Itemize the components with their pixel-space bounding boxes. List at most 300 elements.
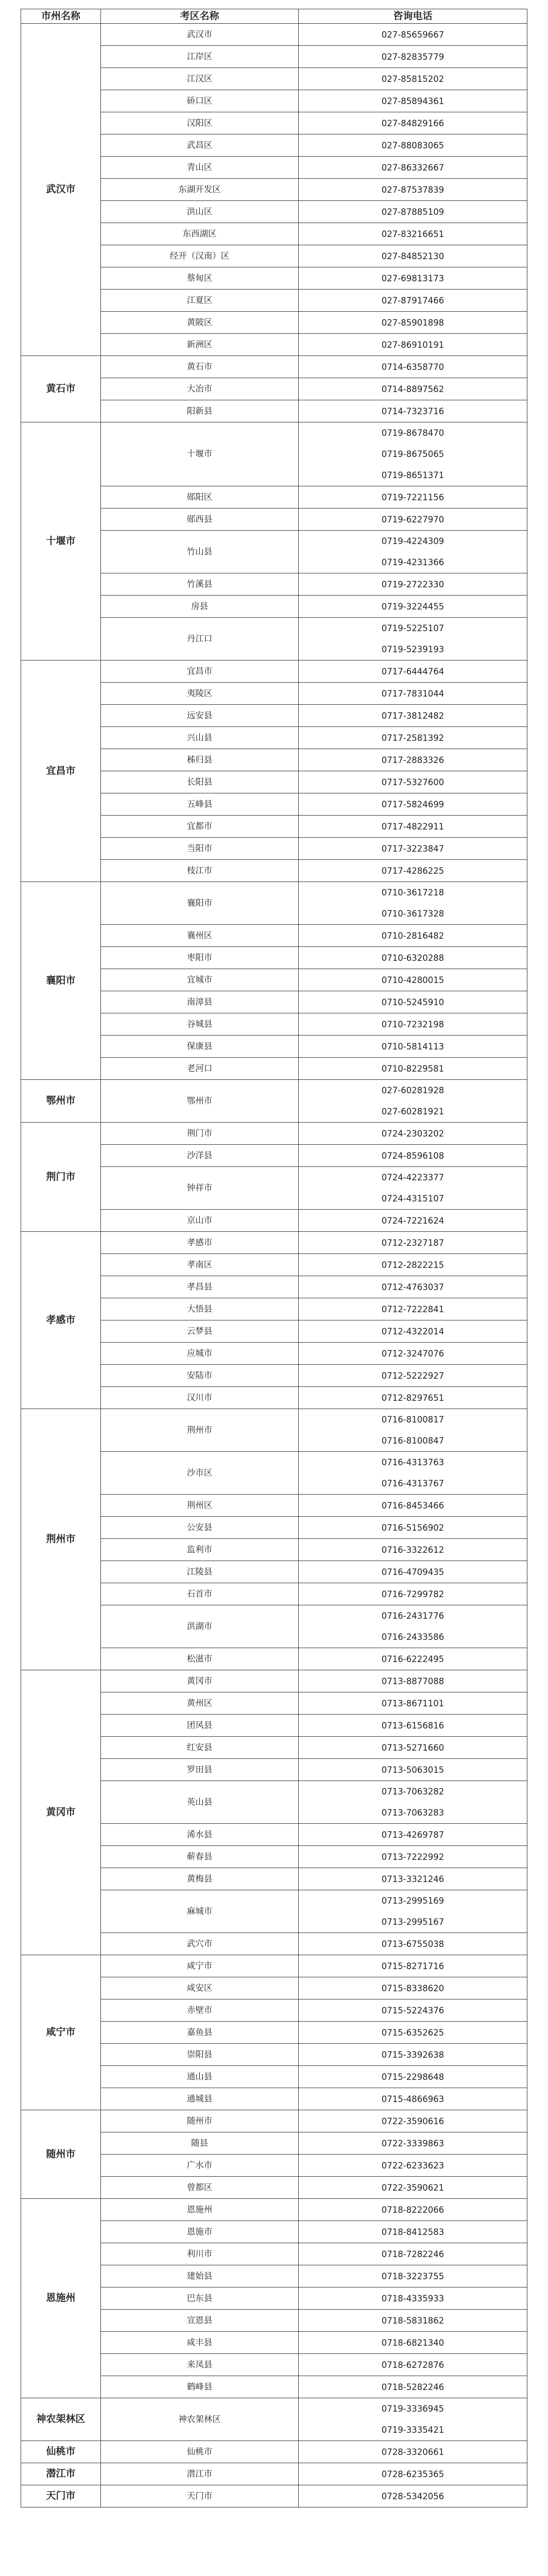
district-name-cell: 恩施州: [101, 2199, 299, 2221]
phone-cell: [299, 2221, 527, 2243]
phone-number: 0712-2822215: [381, 1260, 444, 1270]
city-name-cell: 黄石市: [21, 356, 101, 422]
phone-number: 0719-8675065: [381, 449, 444, 459]
phone-number: 0713-7063282: [381, 1787, 444, 1797]
phone-cell: [299, 1737, 527, 1759]
phone-number: 027-86910191: [381, 340, 444, 350]
phone-cell: [299, 2199, 527, 2221]
district-name-cell: 崇阳县: [101, 2044, 299, 2066]
district-name-cell: 黄石市: [101, 356, 299, 378]
district-name-cell: 五峰县: [101, 793, 299, 816]
city-name-cell: 襄阳市: [21, 882, 101, 1080]
phone-number: 027-60281928: [381, 1086, 444, 1095]
district-name-cell: 新洲区: [101, 334, 299, 356]
phone-number: 0713-8671101: [381, 1698, 444, 1708]
phone-cell: [299, 1933, 527, 1955]
phone-number: 0719-5225107: [381, 623, 444, 633]
phone-cell: [299, 245, 527, 267]
district-name-cell: 夷陵区: [101, 683, 299, 705]
district-name-cell: 阳新县: [101, 400, 299, 422]
phone-cell: [299, 793, 527, 816]
phone-number: 027-84852130: [381, 251, 444, 261]
phone-cell: [299, 1298, 527, 1320]
phone-number: 0719-4224309: [381, 536, 444, 546]
phone-number: 0713-5063015: [381, 1765, 444, 1775]
phone-number: 0719-4231366: [381, 557, 444, 567]
phone-cell: [299, 2463, 527, 2485]
phone-cell: [299, 356, 527, 378]
phone-cell: [299, 290, 527, 312]
district-name-cell: 鄂州市: [101, 1080, 299, 1123]
phone-number: 0719-8678470: [381, 428, 444, 438]
district-name-cell: 荆州市: [101, 1409, 299, 1452]
district-name-cell: 咸安区: [101, 1977, 299, 1999]
phone-number: 0718-3223755: [381, 2271, 444, 2281]
phone-cell: [299, 2243, 527, 2265]
district-name-cell: 孝南区: [101, 1254, 299, 1276]
phone-number: 0713-7222992: [381, 1852, 444, 1862]
phone-cell: [299, 134, 527, 157]
phone-cell: [299, 422, 527, 486]
phone-number: 0722-3590616: [381, 2116, 444, 2126]
phone-number: 0716-7299782: [381, 1589, 444, 1599]
phone-number: 0712-2327187: [381, 1238, 444, 1248]
district-name-cell: 大冶市: [101, 378, 299, 400]
district-name-cell: 来凤县: [101, 2354, 299, 2376]
phone-number: 0718-6272876: [381, 2360, 444, 2370]
phone-cell: [299, 1123, 527, 1145]
phone-number: 0715-8338620: [381, 1983, 444, 1993]
phone-cell: [299, 1167, 527, 1210]
phone-number: 0715-3392638: [381, 2049, 444, 2060]
phone-cell: [299, 201, 527, 223]
city-name-cell: 宜昌市: [21, 660, 101, 882]
district-name-cell: 洪湖市: [101, 1605, 299, 1648]
district-name-cell: 荆门市: [101, 1123, 299, 1145]
district-name-cell: 洪山区: [101, 201, 299, 223]
phone-number: 0719-5239193: [381, 645, 444, 654]
table-row: [21, 1409, 527, 1452]
phone-number: 0718-7282246: [381, 2249, 444, 2259]
table-row: [21, 2485, 527, 2507]
phone-cell: [299, 223, 527, 245]
phone-cell: [299, 1036, 527, 1058]
phone-cell: [299, 2044, 527, 2066]
phone-number: 0717-4822911: [381, 821, 444, 832]
table-row: [21, 422, 527, 486]
district-name-cell: 通城县: [101, 2088, 299, 2110]
district-name-cell: 郧西县: [101, 509, 299, 531]
phone-number: 0715-4866963: [381, 2094, 444, 2104]
table-row: [21, 882, 527, 925]
phone-number: 0716-3322612: [381, 1545, 444, 1555]
district-name-cell: 谷城县: [101, 1013, 299, 1036]
phone-number: 0717-7831044: [381, 688, 444, 699]
district-name-cell: 孝昌县: [101, 1276, 299, 1298]
phone-number: 0710-3617218: [381, 888, 444, 897]
district-name-cell: 英山县: [101, 1781, 299, 1824]
district-name-cell: 宜昌市: [101, 660, 299, 683]
phone-number: 0722-3590621: [381, 2182, 444, 2193]
district-name-cell: 咸丰县: [101, 2332, 299, 2354]
phone-cell: [299, 1999, 527, 2022]
phone-cell: [299, 1365, 527, 1387]
phone-number: 0715-5224376: [381, 2005, 444, 2015]
phone-number: 0724-7221624: [381, 1215, 444, 1226]
city-name-cell: 神农架林区: [21, 2398, 101, 2441]
city-name-cell: 潜江市: [21, 2463, 101, 2485]
phone-number: 0710-2816482: [381, 930, 444, 941]
table-row: [21, 1080, 527, 1123]
district-name-cell: 松滋市: [101, 1648, 299, 1670]
table-row: [21, 356, 527, 378]
phone-number: 0716-4313767: [381, 1479, 444, 1488]
district-name-cell: 东湖开发区: [101, 179, 299, 201]
phone-cell: [299, 179, 527, 201]
phone-cell: [299, 1977, 527, 1999]
table-row: [21, 660, 527, 683]
phone-number: 0718-8222066: [381, 2205, 444, 2215]
district-name-cell: 浠水县: [101, 1824, 299, 1846]
district-name-cell: 当阳市: [101, 838, 299, 860]
district-name-cell: 随县: [101, 2132, 299, 2155]
city-name-cell: 随州市: [21, 2110, 101, 2199]
district-name-cell: 仙桃市: [101, 2441, 299, 2463]
phone-cell: [299, 1605, 527, 1648]
district-name-cell: 蔡甸区: [101, 267, 299, 290]
district-name-cell: 大悟县: [101, 1298, 299, 1320]
table-row: [21, 2199, 527, 2221]
district-name-cell: 远安县: [101, 705, 299, 727]
phone-number: 0718-8412583: [381, 2227, 444, 2237]
phone-cell: [299, 860, 527, 882]
phone-number: 0713-4269787: [381, 1829, 444, 1840]
phone-cell: [299, 838, 527, 860]
phone-number: 027-85894361: [381, 96, 444, 106]
table-row: [21, 24, 527, 46]
phone-number: 0715-8271716: [381, 1961, 444, 1971]
district-name-cell: 鹤峰县: [101, 2376, 299, 2398]
district-name-cell: 郧阳区: [101, 486, 299, 509]
phone-number: 0728-5342056: [381, 2491, 444, 2501]
phone-cell: [299, 705, 527, 727]
phone-number: 027-84829166: [381, 118, 444, 128]
phone-number: 0716-8453466: [381, 1500, 444, 1511]
phone-number: 0713-6755038: [381, 1939, 444, 1949]
phone-cell: [299, 2088, 527, 2110]
city-name-cell: 十堰市: [21, 422, 101, 660]
phone-number: 0728-3320661: [381, 2447, 444, 2457]
phone-number: 0719-3335421: [381, 2425, 444, 2435]
district-name-cell: 丹江口: [101, 618, 299, 660]
district-name-cell: 硚口区: [101, 90, 299, 112]
district-name-cell: 随州市: [101, 2110, 299, 2132]
table-row: [21, 2398, 527, 2441]
phone-number: 0716-8100817: [381, 1415, 444, 1425]
phone-number: 027-83216651: [381, 229, 444, 239]
phone-cell: [299, 1210, 527, 1232]
district-name-cell: 枝江市: [101, 860, 299, 882]
phone-number: 0715-2298648: [381, 2072, 444, 2082]
table-row: [21, 2463, 527, 2485]
phone-cell: [299, 2441, 527, 2463]
phone-number: 0718-6821340: [381, 2337, 444, 2348]
table-body: [21, 24, 527, 2507]
phone-cell: [299, 46, 527, 68]
district-name-cell: 宜都市: [101, 816, 299, 838]
phone-cell: [299, 925, 527, 947]
phone-number: 0717-2581392: [381, 733, 444, 743]
district-name-cell: 咸宁市: [101, 1955, 299, 1977]
city-name-cell: 孝感市: [21, 1232, 101, 1409]
district-name-cell: 赤壁市: [101, 1999, 299, 2022]
district-name-cell: 老河口: [101, 1058, 299, 1080]
phone-cell: [299, 1517, 527, 1539]
phone-number: 027-87917466: [381, 295, 444, 306]
phone-cell: [299, 1387, 527, 1409]
phone-number: 0717-3812482: [381, 710, 444, 721]
district-name-cell: 团风县: [101, 1715, 299, 1737]
district-name-cell: 枣阳市: [101, 947, 299, 969]
phone-number: 0713-5271660: [381, 1742, 444, 1753]
phone-number: 027-86332667: [381, 162, 444, 173]
phone-number: 0716-2431776: [381, 1611, 444, 1621]
phone-number: 0716-4313763: [381, 1458, 444, 1467]
phone-number: 0710-3617328: [381, 909, 444, 919]
phone-number: 0712-4763037: [381, 1282, 444, 1292]
contact-table: [21, 9, 527, 2507]
district-name-cell: 黄梅县: [101, 1868, 299, 1890]
phone-cell: [299, 157, 527, 179]
phone-number: 0719-3336945: [381, 2404, 444, 2414]
district-name-cell: 江夏区: [101, 290, 299, 312]
table-row: [21, 1123, 527, 1145]
phone-cell: [299, 1759, 527, 1781]
phone-number: 0714-8897562: [381, 384, 444, 394]
district-name-cell: 襄阳市: [101, 882, 299, 925]
district-name-cell: 荆州区: [101, 1495, 299, 1517]
phone-number: 0716-4709435: [381, 1567, 444, 1577]
district-name-cell: 武穴市: [101, 1933, 299, 1955]
phone-number: 0724-2303202: [381, 1128, 444, 1139]
city-name-cell: 天门市: [21, 2485, 101, 2507]
phone-cell: [299, 1058, 527, 1080]
phone-cell: [299, 660, 527, 683]
phone-cell: [299, 486, 527, 509]
phone-number: 027-85659667: [381, 29, 444, 40]
phone-number: 0717-5824699: [381, 799, 444, 809]
district-name-cell: 沙洋县: [101, 1145, 299, 1167]
phone-cell: [299, 1539, 527, 1561]
district-name-cell: 宜城市: [101, 969, 299, 991]
district-name-cell: 蕲春县: [101, 1846, 299, 1868]
phone-cell: [299, 2310, 527, 2332]
phone-cell: [299, 1343, 527, 1365]
district-name-cell: 兴山县: [101, 727, 299, 749]
phone-cell: [299, 1013, 527, 1036]
phone-cell: [299, 2354, 527, 2376]
district-name-cell: 安陆市: [101, 1365, 299, 1387]
phone-number: 0719-2722330: [381, 579, 444, 589]
phone-cell: [299, 1561, 527, 1583]
district-name-cell: 石首市: [101, 1583, 299, 1605]
district-name-cell: 房县: [101, 596, 299, 618]
header-phone: 咨询电话: [299, 9, 527, 24]
phone-cell: [299, 1452, 527, 1495]
phone-number: 0714-7323716: [381, 406, 444, 416]
district-name-cell: 孝感市: [101, 1232, 299, 1254]
phone-number: 0718-5282246: [381, 2382, 444, 2392]
district-name-cell: 利川市: [101, 2243, 299, 2265]
phone-cell: [299, 2177, 527, 2199]
phone-cell: [299, 1648, 527, 1670]
phone-cell: [299, 969, 527, 991]
district-name-cell: 江汉区: [101, 68, 299, 90]
district-name-cell: 通山县: [101, 2066, 299, 2088]
phone-cell: [299, 596, 527, 618]
table-row: [21, 1670, 527, 1692]
district-name-cell: 麻城市: [101, 1890, 299, 1933]
phone-number: 0713-6156816: [381, 1720, 444, 1731]
table-row: [21, 2110, 527, 2132]
district-name-cell: 黄州区: [101, 1692, 299, 1715]
phone-number: 027-85815202: [381, 74, 444, 84]
phone-cell: [299, 683, 527, 705]
phone-number: 0722-3339863: [381, 2138, 444, 2148]
district-name-cell: 曾都区: [101, 2177, 299, 2199]
phone-cell: [299, 24, 527, 46]
phone-number: 0713-2995169: [381, 1896, 444, 1906]
phone-cell: [299, 1715, 527, 1737]
phone-cell: [299, 1781, 527, 1824]
phone-cell: [299, 1868, 527, 1890]
city-name-cell: 荆门市: [21, 1123, 101, 1232]
district-name-cell: 公安县: [101, 1517, 299, 1539]
phone-number: 0710-5245910: [381, 997, 444, 1007]
phone-number: 0719-6227970: [381, 514, 444, 524]
phone-number: 0712-7222841: [381, 1304, 444, 1314]
phone-number: 0716-6222495: [381, 1654, 444, 1664]
phone-cell: [299, 90, 527, 112]
phone-cell: [299, 2265, 527, 2287]
phone-cell: [299, 991, 527, 1013]
phone-number: 0719-7221156: [381, 492, 444, 502]
phone-cell: [299, 1409, 527, 1452]
district-name-cell: 保康县: [101, 1036, 299, 1058]
district-name-cell: 云梦县: [101, 1320, 299, 1343]
district-name-cell: 应城市: [101, 1343, 299, 1365]
district-name-cell: 京山市: [101, 1210, 299, 1232]
phone-number: 0722-6233623: [381, 2160, 444, 2171]
district-name-cell: 罗田县: [101, 1759, 299, 1781]
district-name-cell: 恩施市: [101, 2221, 299, 2243]
phone-number: 0717-5327600: [381, 777, 444, 787]
phone-cell: [299, 1276, 527, 1298]
phone-cell: [299, 112, 527, 134]
phone-number: 0718-5831862: [381, 2315, 444, 2326]
phone-cell: [299, 2132, 527, 2155]
phone-number: 027-87537839: [381, 184, 444, 195]
header-city: 市州名称: [21, 9, 101, 24]
city-name-cell: 恩施州: [21, 2199, 101, 2398]
district-name-cell: 武汉市: [101, 24, 299, 46]
phone-cell: [299, 2155, 527, 2177]
phone-cell: [299, 1232, 527, 1254]
table-row: [21, 1955, 527, 1977]
phone-number: 0717-6444764: [381, 666, 444, 676]
phone-cell: [299, 2332, 527, 2354]
phone-cell: [299, 947, 527, 969]
phone-number: 0710-4280015: [381, 975, 444, 985]
phone-number: 0712-8297651: [381, 1393, 444, 1403]
header-district: 考区名称: [101, 9, 299, 24]
city-name-cell: 黄冈市: [21, 1670, 101, 1955]
phone-cell: [299, 618, 527, 660]
phone-cell: [299, 816, 527, 838]
phone-cell: [299, 2398, 527, 2441]
phone-cell: [299, 1583, 527, 1605]
phone-number: 0716-8100847: [381, 1436, 444, 1446]
phone-number: 0710-7232198: [381, 1019, 444, 1029]
table-row: [21, 1232, 527, 1254]
district-name-cell: 青山区: [101, 157, 299, 179]
district-name-cell: 秭归县: [101, 749, 299, 771]
district-name-cell: 潜江市: [101, 2463, 299, 2485]
phone-number: 0713-3321246: [381, 1874, 444, 1884]
phone-number: 027-69813173: [381, 273, 444, 283]
phone-cell: [299, 727, 527, 749]
district-name-cell: 神农架林区: [101, 2398, 299, 2441]
phone-number: 027-82835779: [381, 52, 444, 62]
district-name-cell: 十堰市: [101, 422, 299, 486]
district-name-cell: 江岸区: [101, 46, 299, 68]
district-name-cell: 汉川市: [101, 1387, 299, 1409]
city-name-cell: 武汉市: [21, 24, 101, 356]
phone-cell: [299, 1145, 527, 1167]
district-name-cell: 竹溪县: [101, 573, 299, 596]
phone-cell: [299, 334, 527, 356]
district-name-cell: 沙市区: [101, 1452, 299, 1495]
phone-cell: [299, 749, 527, 771]
phone-cell: [299, 267, 527, 290]
phone-cell: [299, 1254, 527, 1276]
phone-cell: [299, 1692, 527, 1715]
phone-cell: [299, 1495, 527, 1517]
phone-cell: [299, 2376, 527, 2398]
city-name-cell: 仙桃市: [21, 2441, 101, 2463]
district-name-cell: 黄冈市: [101, 1670, 299, 1692]
header-row: [21, 9, 527, 24]
phone-number: 027-87885109: [381, 207, 444, 217]
phone-number: 0712-4322014: [381, 1326, 444, 1336]
phone-number: 0719-8651371: [381, 470, 444, 480]
phone-cell: [299, 1824, 527, 1846]
phone-number: 0719-3224455: [381, 601, 444, 612]
phone-number: 0713-7063283: [381, 1808, 444, 1818]
district-name-cell: 巴东县: [101, 2287, 299, 2310]
phone-cell: [299, 882, 527, 925]
table-row: [21, 2441, 527, 2463]
district-name-cell: 钟祥市: [101, 1167, 299, 1210]
district-name-cell: 襄州区: [101, 925, 299, 947]
city-name-cell: 鄂州市: [21, 1080, 101, 1123]
district-name-cell: 竹山县: [101, 531, 299, 573]
phone-number: 0714-6358770: [381, 362, 444, 372]
district-name-cell: 宣恩县: [101, 2310, 299, 2332]
district-name-cell: 江陵县: [101, 1561, 299, 1583]
phone-cell: [299, 2287, 527, 2310]
district-name-cell: 天门市: [101, 2485, 299, 2507]
